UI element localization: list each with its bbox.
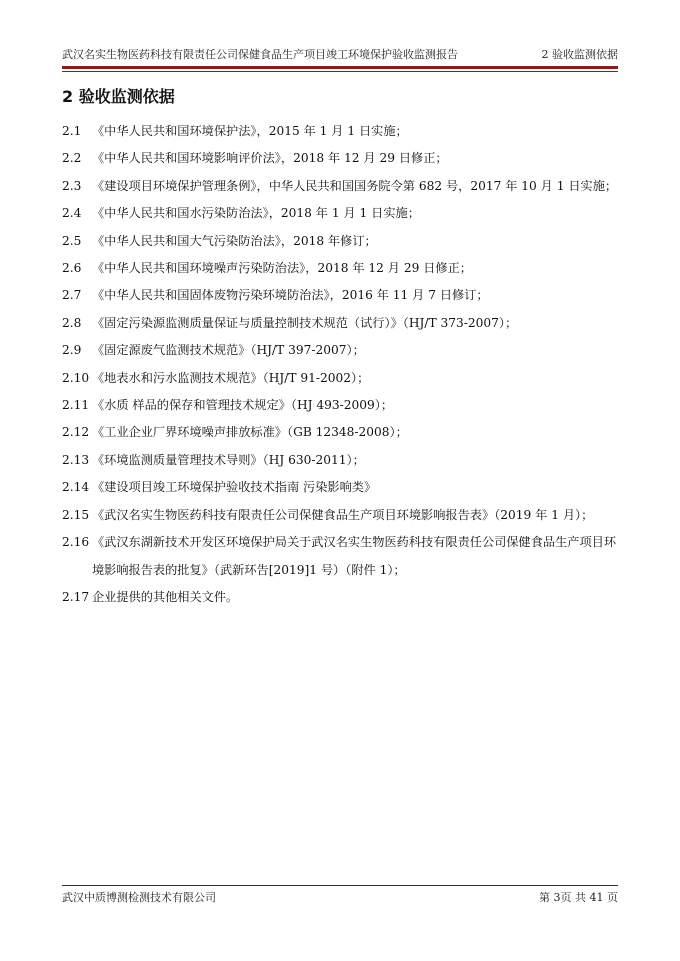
item-number: 2.12 — [62, 425, 90, 440]
section-heading: 2 验收监测依据 — [62, 87, 175, 106]
item-text: 《武汉名实生物医药科技有限责任公司保健食品生产项目环境影响报告表》（2019 年 1 月）； — [92, 507, 594, 522]
header-rule-thick — [62, 66, 618, 69]
item-text: 《中华人民共和国水污染防治法》，2018 年 1 月 1 日实施； — [92, 206, 420, 221]
item-number: 2.2 — [62, 151, 82, 166]
header-report-title: 武汉名实生物医药科技有限责任公司保健食品生产项目竣工环境保护验收监测报告 — [62, 48, 458, 61]
item-number: 2.8 — [62, 315, 82, 330]
list-item — [62, 173, 618, 200]
list-item — [62, 474, 618, 501]
header-rule-thin — [62, 71, 618, 72]
list-item — [62, 337, 618, 364]
basis-list — [62, 118, 618, 611]
header-section-title: 2 验收监测依据 — [541, 48, 618, 61]
item-number: 2.16 — [62, 535, 90, 550]
list-item — [62, 419, 618, 446]
item-text: 《武汉东湖新技术开发区环境保护局关于武汉名实生物医药科技有限责任公司保健食品生产项目环境影响报告表的批复》（武新环告[2019]1 号）（附件 1）； — [92, 535, 617, 577]
item-text: 《中华人民共和国大气污染防治法》，2018 年修订； — [92, 233, 377, 248]
item-text: 《水质 样品的保存和管理技术规定》（HJ 493-2009）； — [92, 398, 394, 413]
page-footer — [62, 890, 618, 906]
item-text: 《环境监测质量管理技术导则》（HJ 630-2011）； — [92, 452, 365, 467]
list-item — [62, 392, 618, 419]
list-item — [62, 365, 618, 392]
item-text: 《地表水和污水监测技术规范》（HJ/T 91-2002）； — [92, 370, 370, 385]
item-number: 2.5 — [62, 233, 82, 248]
page-header — [62, 46, 618, 64]
item-number: 2.13 — [62, 452, 90, 467]
item-text: 企业提供的其他相关文件。 — [92, 589, 239, 604]
item-text: 《固定污染源监测质量保证与质量控制技术规范（试行）》（HJ/T 373-2007）； — [92, 315, 518, 330]
item-number: 2.6 — [62, 261, 82, 276]
item-number: 2.15 — [62, 507, 90, 522]
item-number: 2.7 — [62, 288, 82, 303]
item-text: 《建设项目竣工环境保护验收技术指南 污染影响类》 — [92, 480, 377, 495]
list-item — [62, 145, 618, 172]
list-item — [62, 529, 618, 584]
footer-company: 武汉中质博测检测技术有限公司 — [62, 891, 216, 904]
item-number: 2.4 — [62, 206, 82, 221]
list-item — [62, 584, 618, 611]
item-number: 2.9 — [62, 343, 82, 358]
list-item — [62, 447, 618, 474]
list-item — [62, 118, 618, 145]
list-item — [62, 310, 618, 337]
list-item — [62, 255, 618, 282]
item-number: 2.10 — [62, 370, 90, 385]
item-number: 2.3 — [62, 178, 82, 193]
item-number: 2.14 — [62, 480, 90, 495]
item-text: 《工业企业厂界环境噪声排放标准》（GB 12348-2008）； — [92, 425, 408, 440]
item-text: 《固定源废气监测技术规范》（HJ/T 397-2007）； — [92, 343, 365, 358]
footer-page-number: 第 3页 共 41 页 — [539, 891, 618, 904]
list-item — [62, 228, 618, 255]
list-item — [62, 200, 618, 227]
item-text: 《中华人民共和国固体废物污染环境防治法》，2016 年 11 月 7 日修订； — [92, 288, 489, 303]
item-text: 《建设项目环境保护管理条例》，中华人民共和国国务院令第 682 号，2017 年 10 月 1 日实施； — [92, 178, 618, 193]
footer-rule — [62, 885, 618, 886]
item-number: 2.1 — [62, 124, 82, 138]
item-text: 《中华人民共和国环境噪声污染防治法》，2018 年 12 月 29 日修正； — [92, 261, 472, 276]
item-text: 《中华人民共和国环境保护法》，2015 年 1 月 1 日实施； — [92, 124, 408, 138]
item-text: 《中华人民共和国环境影响评价法》，2018 年 12 月 29 日修正； — [92, 151, 448, 166]
item-number: 2.17 — [62, 589, 90, 604]
item-number: 2.11 — [62, 398, 90, 413]
list-item — [62, 502, 618, 529]
list-item — [62, 282, 618, 309]
